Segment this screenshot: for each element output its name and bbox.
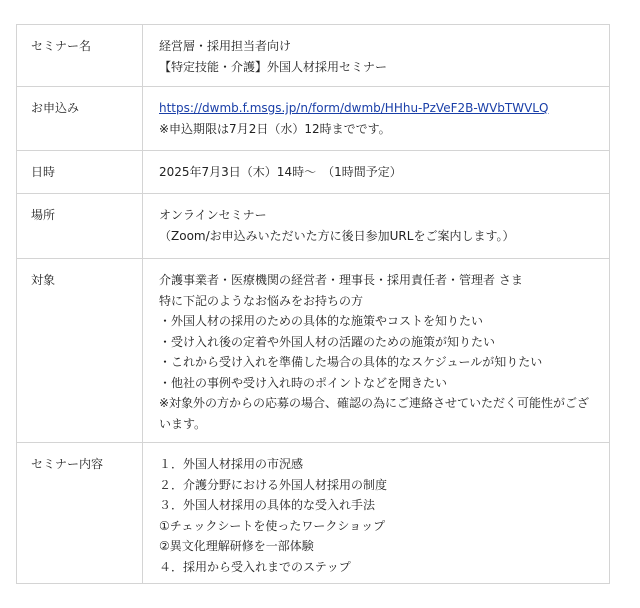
row-date	[17, 151, 610, 194]
value-line: ・これから受け入れを準備した場合の具体的なスケジュールが知りたい	[159, 355, 543, 369]
value-line: ・他社の事例や受け入れ時のポイントなどを聞きたい	[159, 375, 448, 390]
row-application	[17, 87, 610, 151]
seminar-info-table-wrapper	[16, 24, 610, 584]
value-line: ４．採用から受入れまでのステップ	[159, 559, 351, 574]
application-link-line	[159, 98, 599, 119]
row-value	[143, 25, 610, 87]
value-line: ・受け入れ後の定着や外国人材の活躍のための施策が知りたい	[159, 334, 496, 349]
row-value	[143, 443, 610, 584]
value-line: ※対象外の方からの応募の場合、確認の為にご連絡させていただく可能性がございます。	[159, 396, 590, 431]
row-target	[17, 259, 610, 443]
value-line: 【特定技能・介護】外国人材採用セミナー	[159, 59, 388, 74]
value-line: ②異文化理解研修を一部体験	[159, 539, 314, 553]
value-line: オンラインセミナー	[159, 208, 267, 222]
value-line: ①チェックシートを使ったワークショップ	[159, 518, 386, 533]
row-value	[143, 87, 610, 151]
value-line: ３．外国人材採用の具体的な受入れ手法	[159, 498, 376, 512]
row-place	[17, 194, 610, 259]
row-label: セミナー内容	[17, 443, 143, 584]
value-line: 特に下記のようなお悩みをお持ちの方	[159, 293, 364, 308]
value-line: ・外国人材の採用のための具体的な施策やコストを知りたい	[159, 314, 484, 328]
row-label: 場所	[17, 194, 143, 259]
seminar-info-table	[16, 24, 610, 584]
row-label: セミナー名	[17, 25, 143, 87]
value-line: 経営層・採用担当者向け	[159, 39, 292, 53]
value-line: ２．介護分野における外国人材採用の制度	[159, 477, 388, 492]
row-value	[143, 151, 610, 194]
value-line: ※申込期限は7月2日（水）12時までです。	[159, 121, 391, 136]
row-label: お申込み	[17, 87, 143, 151]
row-label: 日時	[17, 151, 143, 194]
application-form-link[interactable]: https://dwmb.f.msgs.jp/n/form/dwmb/HHhu-PzVeF2B-WVbTWVLQ	[159, 101, 549, 115]
row-value	[143, 194, 610, 259]
value-line: 介護事業者・医療機関の経営者・理事長・採用責任者・管理者 さま	[159, 273, 523, 287]
value-line: （Zoom/お申込みいただいた方に後日参加URLをご案内します。）	[159, 228, 515, 243]
row-seminar-content	[17, 443, 610, 584]
row-label: 対象	[17, 259, 143, 443]
value-line: １．外国人材採用の市況感	[159, 457, 304, 471]
row-seminar-name	[17, 25, 610, 87]
value-line: 2025年7月3日（木）14時～ （1時間予定）	[159, 165, 402, 179]
row-value	[143, 259, 610, 443]
